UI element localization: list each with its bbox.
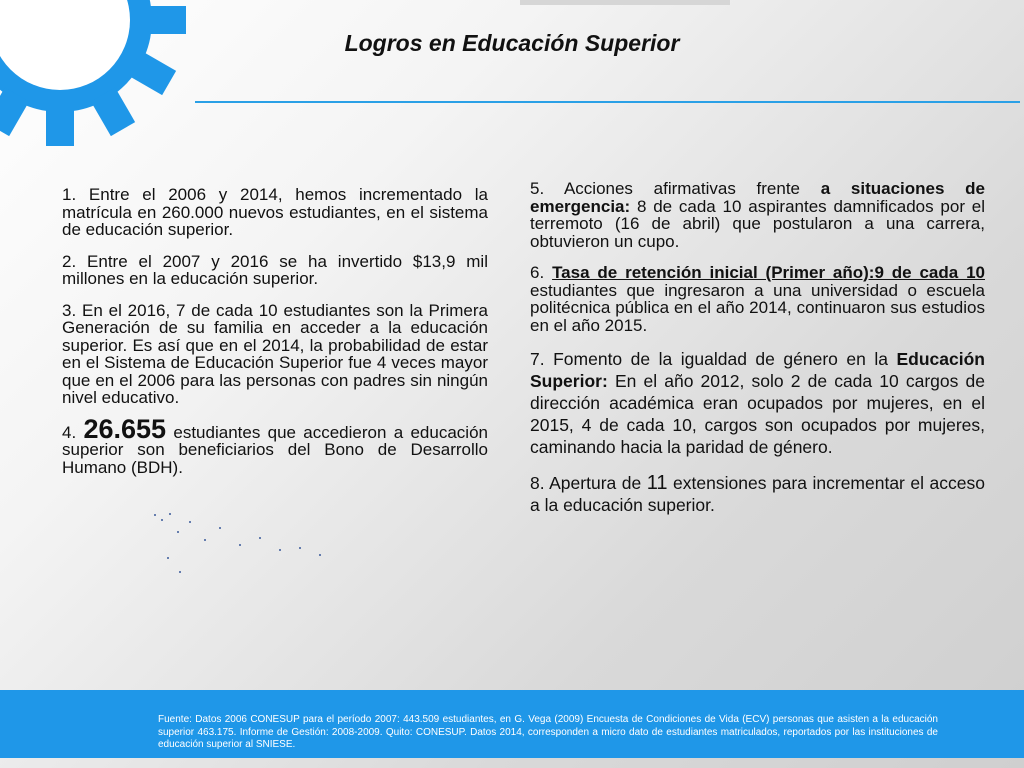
item-5-bold: a situaciones de emergencia: — [530, 179, 985, 216]
item-6 — [530, 264, 985, 334]
item-4 — [62, 413, 488, 477]
item-8-lead: 8. Apertura de — [530, 473, 642, 493]
right-column — [530, 180, 985, 530]
decorative-dots — [150, 510, 350, 580]
item-7 — [530, 348, 985, 458]
title-divider — [195, 101, 1020, 103]
item-2: 2. Entre el 2007 y 2016 se ha invertido $13,9 mil millones en la educación superior. — [62, 251, 488, 288]
item-7-lead: 7. Fomento de la igualdad de género en la — [530, 349, 888, 369]
item-8-text: extensiones para incrementar el acceso a la educación superior. — [530, 473, 985, 515]
item-1: 1. Entre el 2006 y 2014, hemos incrementado la matrícula en 260.000 nuevos estudiantes, en el sistema de educación superior. — [62, 185, 488, 239]
item-4-number: 4. — [62, 422, 77, 442]
item-6-number: 6. — [530, 263, 545, 282]
source-footnote: Fuente: Datos 2006 CONESUP para el período 2007: 443.509 estudiantes, en G. Vega (2009) Encuesta de Condiciones de Vida (ECV) personas que asisten a la educación superior 463.175. Informe de Gestión: 2008-2009. Quito: CONESUP. Datos 2014, corresponden a micro dato de estudiantes matriculados, reportados por las instituciones de educación superior al SNIESE. — [158, 714, 938, 750]
item-4-text: estudiantes que accedieron a educación superior son beneficiarios del Bono de Desarrollo Humano (BDH). — [62, 422, 488, 477]
slide-title: Logros en Educación Superior — [344, 30, 680, 56]
item-5-text: 8 de cada 10 aspirantes damnificados por el terremoto (16 de abril) que postularon a una carrera, obtuvieron un cupo. — [530, 196, 985, 251]
top-decoration-bar — [520, 0, 730, 5]
item-8-number: 11 — [646, 472, 668, 494]
left-column — [62, 186, 488, 490]
item-3: 3. En el 2016, 7 de cada 10 estudiantes son la Primera Generación de su familia en acceder a la educación superior. Es así que en el 2014, la probabilidad de estar en el Sistema de Educación Superior fue 4 veces mayor que en el 2006 para las personas con padres sin ningún nivel educativo. — [62, 300, 488, 407]
item-7-text: En el año 2012, solo 2 de cada 10 cargos de dirección académica eran ocupados por mujeres, en el 2015, 4 de cada 10, cargos son ocupados por mujeres, caminando hacia la paridad de género. — [530, 371, 985, 457]
gear-icon — [0, 0, 190, 150]
item-8 — [530, 472, 985, 516]
item-5-lead: 5. Acciones afirmativas frente — [530, 179, 801, 198]
item-4-highlight: 26.655 — [83, 413, 167, 444]
item-7-bold: Educación Superior: — [530, 349, 985, 391]
item-6-text: estudiantes que ingresaron a una universidad o escuela politécnica pública en el año 2014, continuaron sus estudios en el año 2015. — [530, 280, 985, 335]
item-6-bold: Tasa de retención inicial (Primer año):9 de cada 10 — [552, 263, 985, 282]
item-5 — [530, 180, 985, 250]
